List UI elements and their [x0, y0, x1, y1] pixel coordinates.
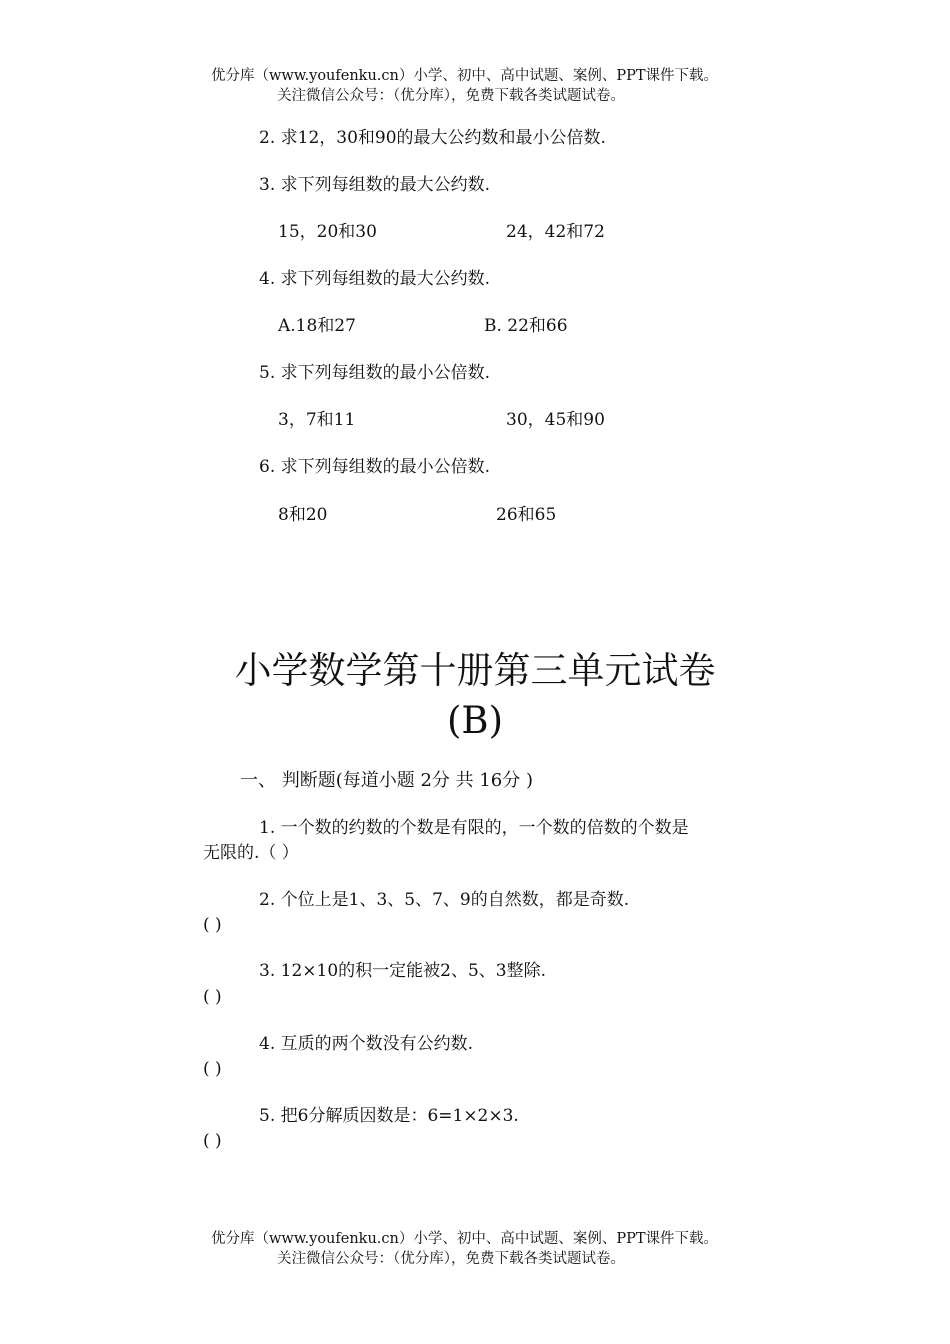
- question-5-item-2: 30，45和90: [506, 410, 605, 430]
- question-3-item-1: 15，20和30: [278, 222, 377, 242]
- question-3: 3. 求下列每组数的最大公约数.: [259, 175, 491, 195]
- tf-item-3-answer-blank: ( ): [203, 987, 222, 1007]
- tf-item-4-answer-blank: ( ): [203, 1059, 222, 1079]
- question-2: 2. 求12，30和90的最大公约数和最小公倍数.: [259, 128, 606, 148]
- exam-title-variant: (B): [446, 699, 504, 742]
- question-6: 6. 求下列每组数的最小公倍数.: [259, 457, 491, 477]
- tf-item-5: 5. 把6分解质因数是：6=1×2×3.: [259, 1106, 519, 1126]
- tf-item-2-answer-blank: ( ): [203, 915, 222, 935]
- tf-item-5-answer-blank: ( ): [203, 1131, 222, 1151]
- tf-item-4: 4. 互质的两个数没有公约数.: [259, 1034, 474, 1054]
- tf-item-1-cont: 无限的.（ ）: [203, 843, 299, 863]
- question-5: 5. 求下列每组数的最小公倍数.: [259, 363, 491, 383]
- tf-item-3: 3. 12×10的积一定能被2、5、3整除.: [259, 961, 546, 981]
- question-4: 4. 求下列每组数的最大公约数.: [259, 269, 491, 289]
- question-5-item-1: 3，7和11: [278, 410, 356, 430]
- question-3-item-2: 24，42和72: [506, 222, 605, 242]
- question-4-item-b: B. 22和66: [484, 316, 568, 336]
- footer-line-2: 关注微信公众号：（优分库），免费下载各类试题试卷。: [277, 1251, 625, 1267]
- section-1-heading: 一、 判断题(每道小题 2分 共 16分 ): [240, 770, 534, 791]
- footer-line-1: 优分库（www.youfenku.cn）小学、初中、高中试题、案例、PPT课件下载。: [211, 1231, 719, 1247]
- question-6-item-2: 26和65: [496, 505, 557, 525]
- question-6-item-1: 8和20: [278, 505, 328, 525]
- header-line-1: 优分库（www.youfenku.cn）小学、初中、高中试题、案例、PPT课件下载。: [211, 68, 719, 84]
- tf-item-2: 2. 个位上是1、3、5、7、9的自然数，都是奇数.: [259, 890, 630, 910]
- exam-title: 小学数学第十册第三单元试卷: [234, 649, 716, 692]
- tf-item-1: 1. 一个数的约数的个数是有限的，一个数的倍数的个数是: [259, 818, 689, 838]
- header-line-2: 关注微信公众号：（优分库），免费下载各类试题试卷。: [277, 88, 625, 104]
- question-4-item-a: A.18和27: [278, 316, 356, 336]
